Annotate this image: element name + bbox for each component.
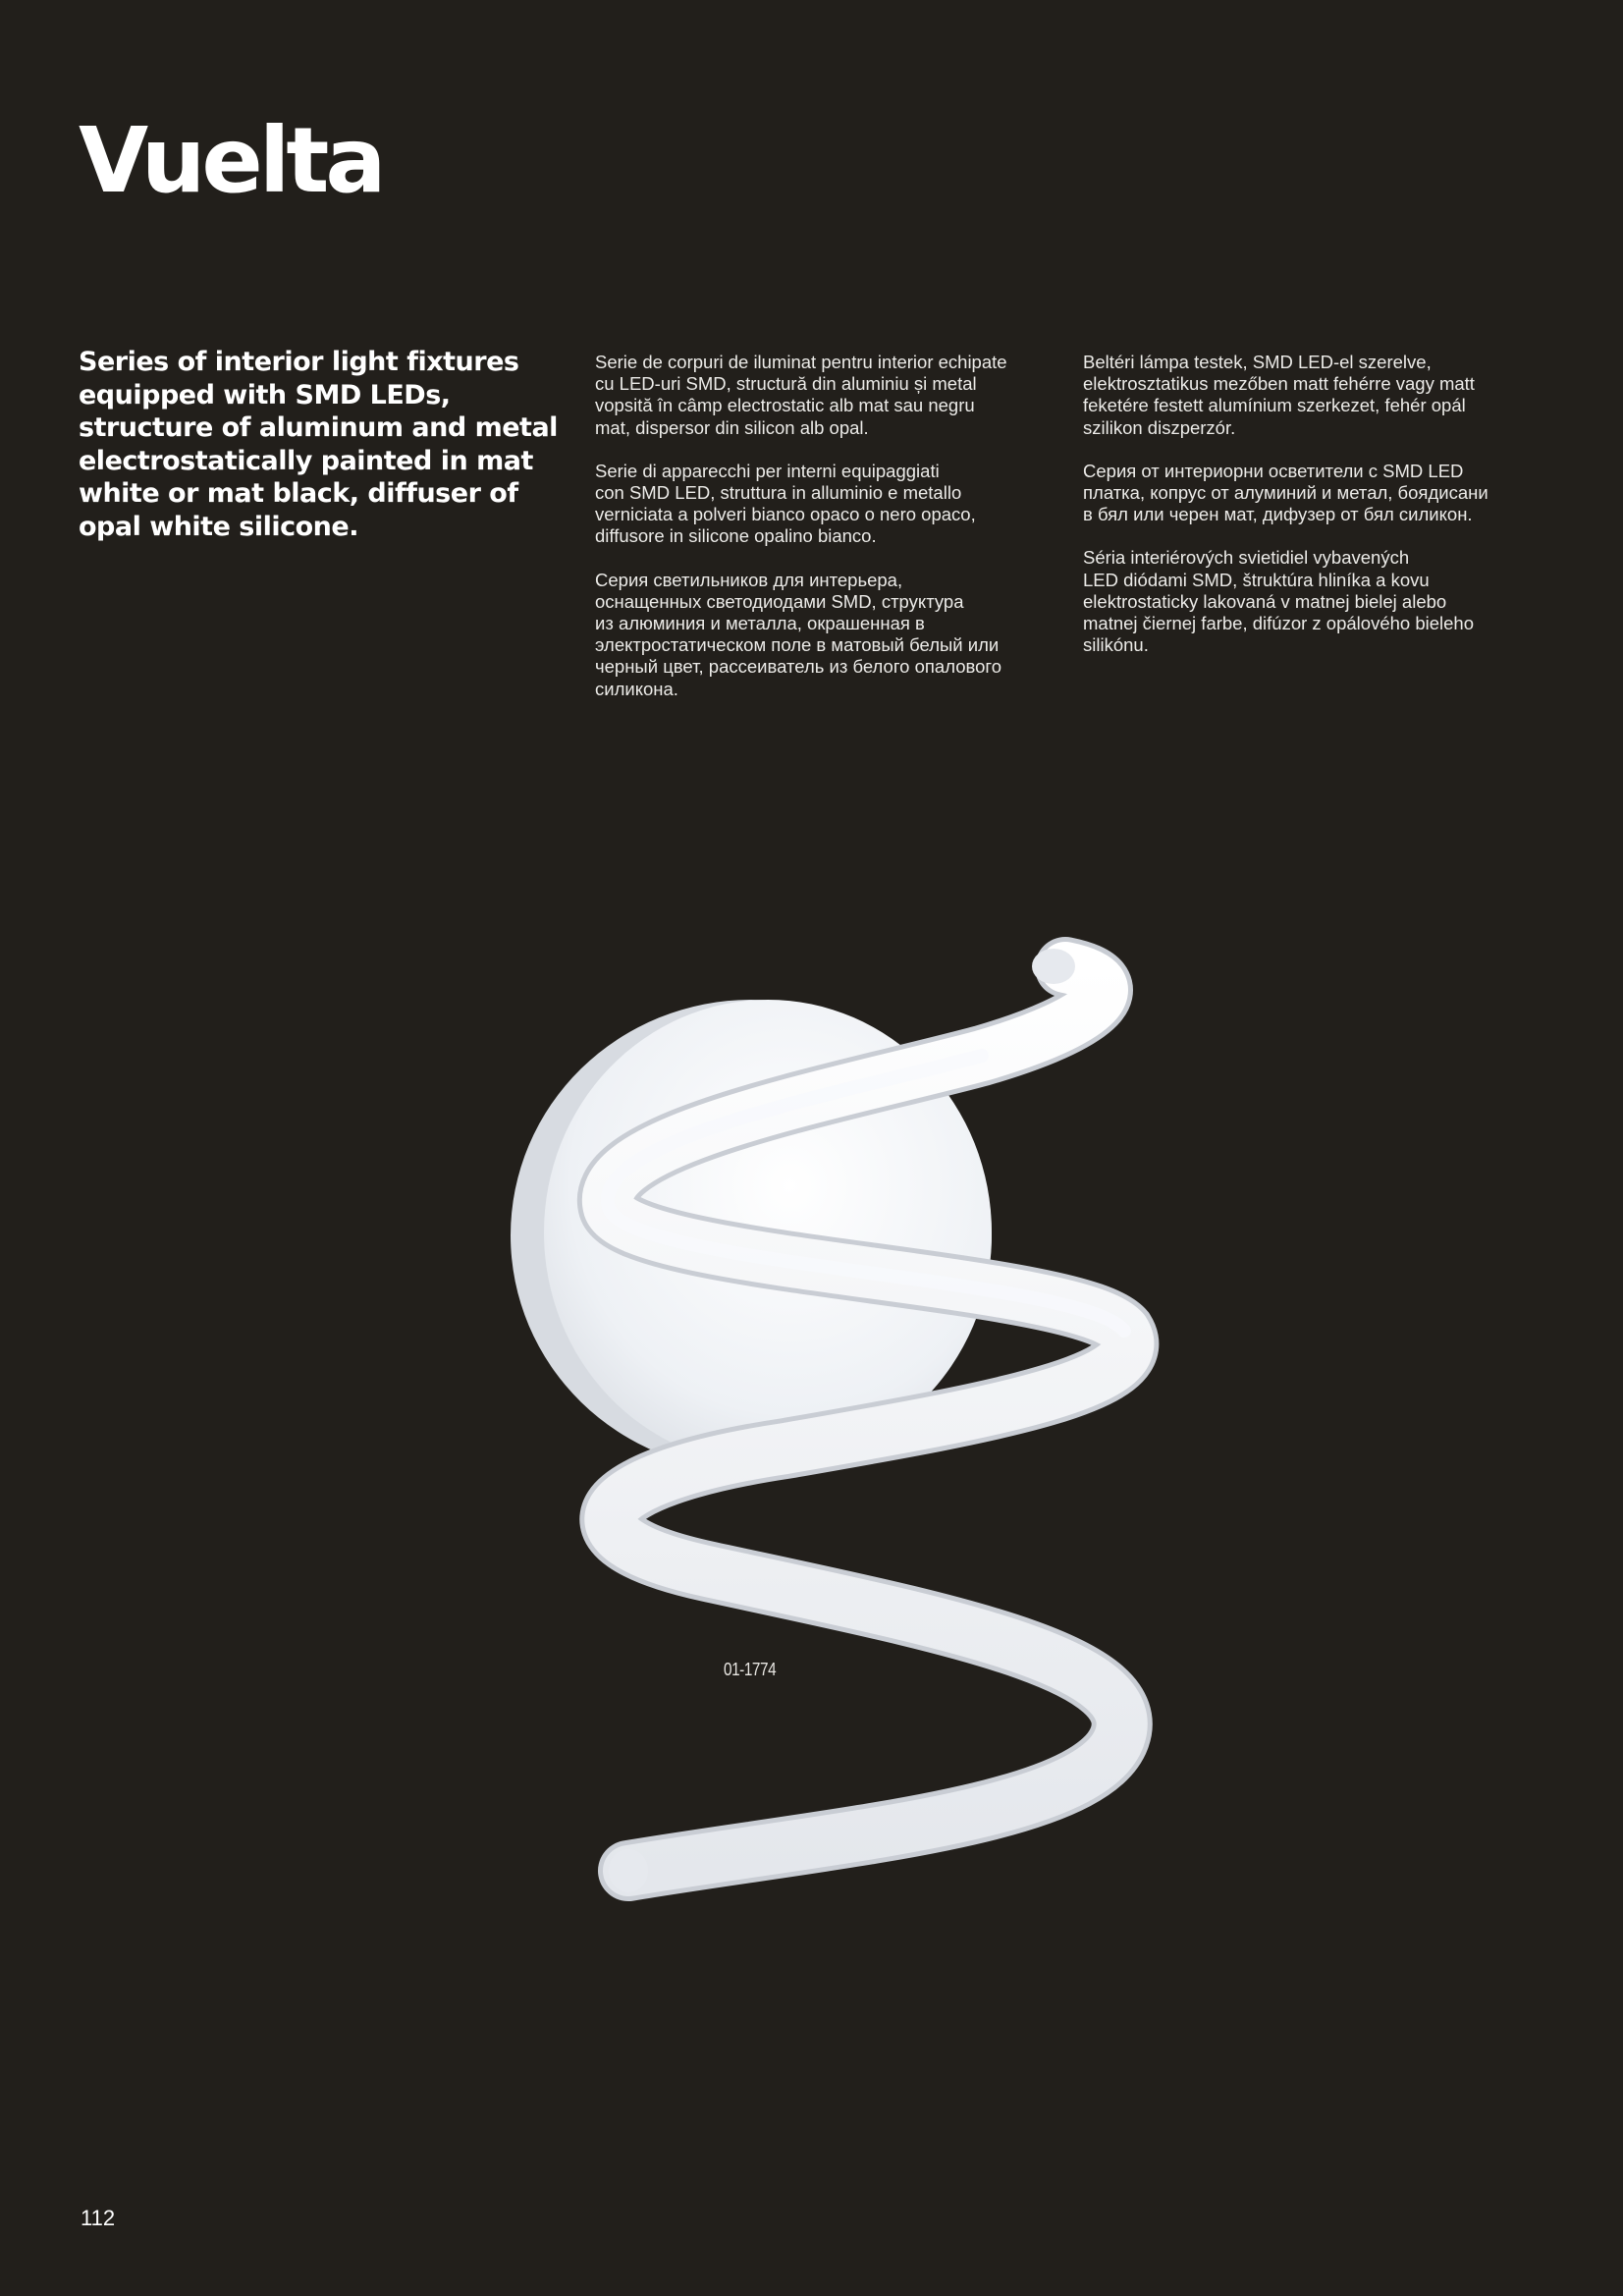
description-romanian: Serie de corpuri de iluminat pentru interior echipate cu LED-uri SMD, structură din aluminiu și metal vopsită în câmp electrostatic alb mat sau negru mat, dispersor din silicon alb opal. [595, 352, 1007, 438]
description-column-middle [595, 352, 1056, 722]
spiral-wall-lamp-image [491, 923, 1178, 1925]
english-description: Series of interior light fixtures equipped with SMD LEDs, structure of aluminum and metal electrostatically painted in mat white or mat black, diffuser of opal white silicone. [79, 347, 558, 542]
description-russian: Серия светильников для интерьера, оснащенных светодиодами SMD, структура из алюминия и металла, окрашенная в электростатическом поле в матовый белый или черный цвет, рассеиватель из белого опалового силикона. [595, 569, 1002, 699]
description-bulgarian: Серия от интериорни осветители с SMD LED платка, копрус от алуминий и метал, боядисани в бял или черен мат, дифузер от бял силикон. [1083, 460, 1488, 525]
description-hungarian: Beltéri lámpa testek, SMD LED-el szerelve, elektrosztatikus mezőben matt fehérre vagy matt feketére festett alumínium szerkezet, fehér opál szilikon diszperzór. [1083, 352, 1475, 438]
description-italian: Serie di apparecchi per interni equipaggiati con SMD LED, struttura in alluminio e metallo verniciata a polveri bianco opaco o nero opaco, diffusore in silicone opalino bianco. [595, 460, 976, 547]
page-number: 112 [81, 2206, 116, 2230]
description-slovak: Séria interiérových svietidiel vybavených LED diódami SMD, štruktúra hliníka a kovu elektrostaticky lakovaná v matnej bielej alebo matnej čiernej farbe, difúzor z opálového bieleho silikónu. [1083, 547, 1474, 656]
product-code: 01-1774 [724, 1660, 777, 1679]
tube-end-top [1032, 949, 1075, 984]
page-title: Vuelta [79, 108, 383, 213]
description-column-right [1083, 352, 1554, 678]
tube-end-bottom [609, 1849, 648, 1892]
